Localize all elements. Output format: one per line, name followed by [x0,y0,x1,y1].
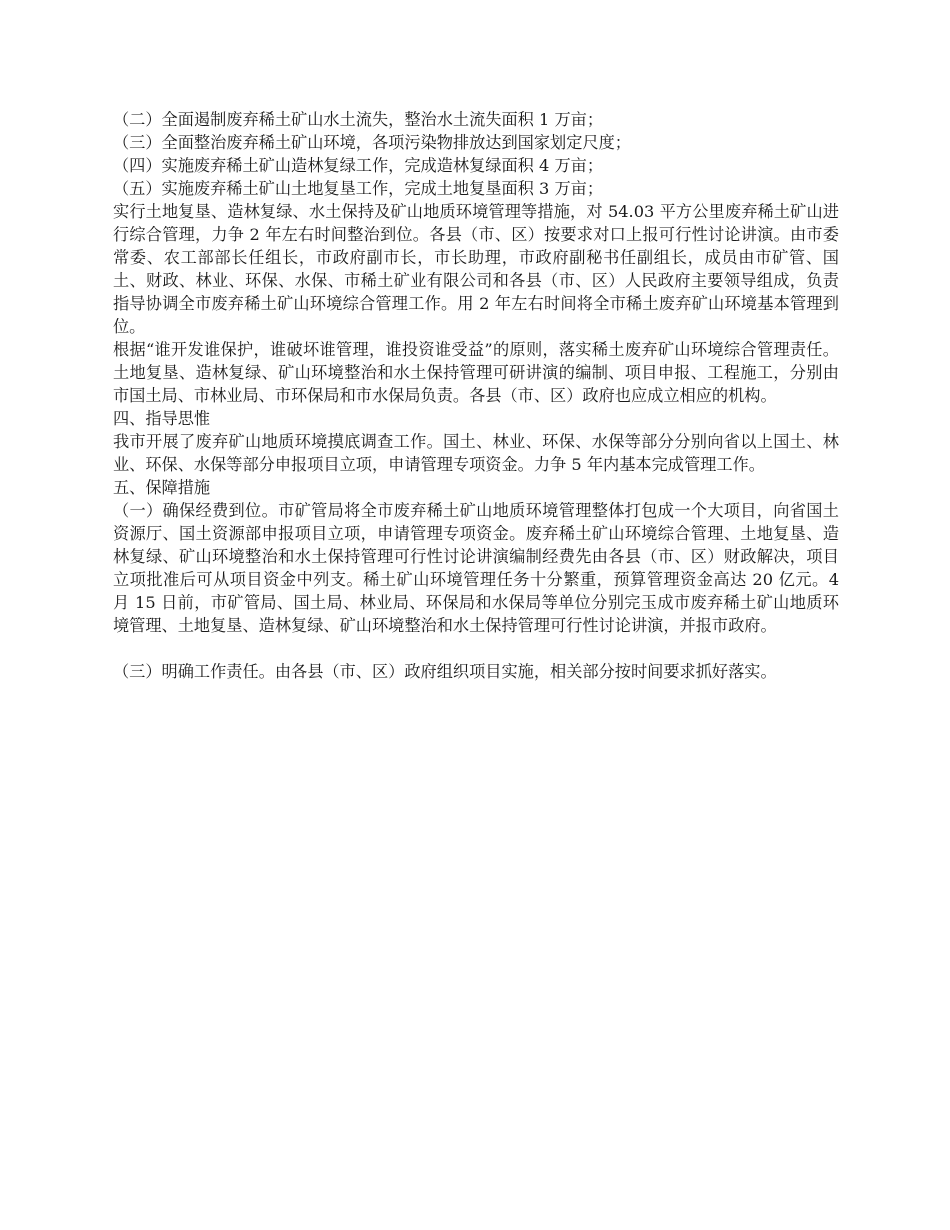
paragraph-measures: 实行土地复垦、造林复绿、水土保持及矿山地质环境管理等措施，对 54.03 平方公里废弃稀土矿山进行综合管理，力争 2 年左右时间整治到位。各县（市、区）按要求对口上报可行性讨论讲演。由市委常委、农工部部长任组长，市政府副市长，市长助理，市政府副秘书任副组长，成员由市矿管、国土、财政、林业、环保、水保、市稀土矿业有限公司和各县（市、区）人民政府主要领导组成，负责指导协调全市废弃稀土矿山环境综合管理工作。用 2 年左右时间将全市稀土废弃矿山环境基本管理到位。 [113,202,839,336]
goal-item-4: （四）实施废弃稀土矿山造林复绿工作，完成造林复绿面积 4 万亩； [113,156,604,175]
paragraph-guiding-thought: 我市开展了废弃矿山地质环境摸底调查工作。国土、林业、环保、水保等部分分别向省以上国土、林业、环保、水保等部分申报项目立项，申请管理专项资金。力争 5 年内基本完成管理工作。 [113,432,839,474]
blank-gap [113,637,839,660]
goal-item-5: （五）实施废弃稀土矿山土地复垦工作，完成土地复垦面积 3 万亩； [113,179,604,198]
document-body [113,108,839,683]
section-heading-safeguards: 五、保障措施 [113,478,211,497]
section-heading-guiding-thought: 四、指导思惟 [113,409,211,428]
paragraph-funding: （一）确保经费到位。市矿管局将全市废弃稀土矿山地质环境管理整体打包成一个大项目，向省国土资源厅、国土资源部申报项目立项，申请管理专项资金。废弃稀土矿山环境综合管理、土地复垦、造林复绿、矿山环境整治和水土保持管理可行性讨论讲演编制经费先由各县（市、区）财政解决，项目立项批准后可从项目资金中列支。稀土矿山环境管理任务十分繁重，预算管理资金高达 20 亿元。4 月 15 日前，市矿管局、国土局、林业局、环保局和水保局等单位分别完玉成市废弃稀土矿山地质环境管理、土地复垦、造林复绿、矿山环境整治和水土保持管理可行性讨论讲演，并报市政府。 [113,501,839,635]
goal-item-2: （二）全面遏制废弃稀土矿山水土流失，整治水土流失面积 1 万亩； [113,110,604,129]
paragraph-responsibility: （三）明确工作责任。由各县（市、区）政府组织项目实施，相关部分按时间要求抓好落实。 [113,662,777,681]
goal-item-3: （三）全面整治废弃稀土矿山环境，各项污染物排放达到国家划定尺度； [113,133,631,152]
paragraph-principle: 根据“谁开发谁保护，谁破坏谁管理，谁投资谁受益”的原则，落实稀土废弃矿山环境综合管理责任。土地复垦、造林复绿、矿山环境整治和水土保持管理可研讲演的编制、项目申报、工程施工，分别由市国土局、市林业局、市环保局和市水保局负责。各县（市、区）政府也应成立相应的机构。 [113,340,839,405]
